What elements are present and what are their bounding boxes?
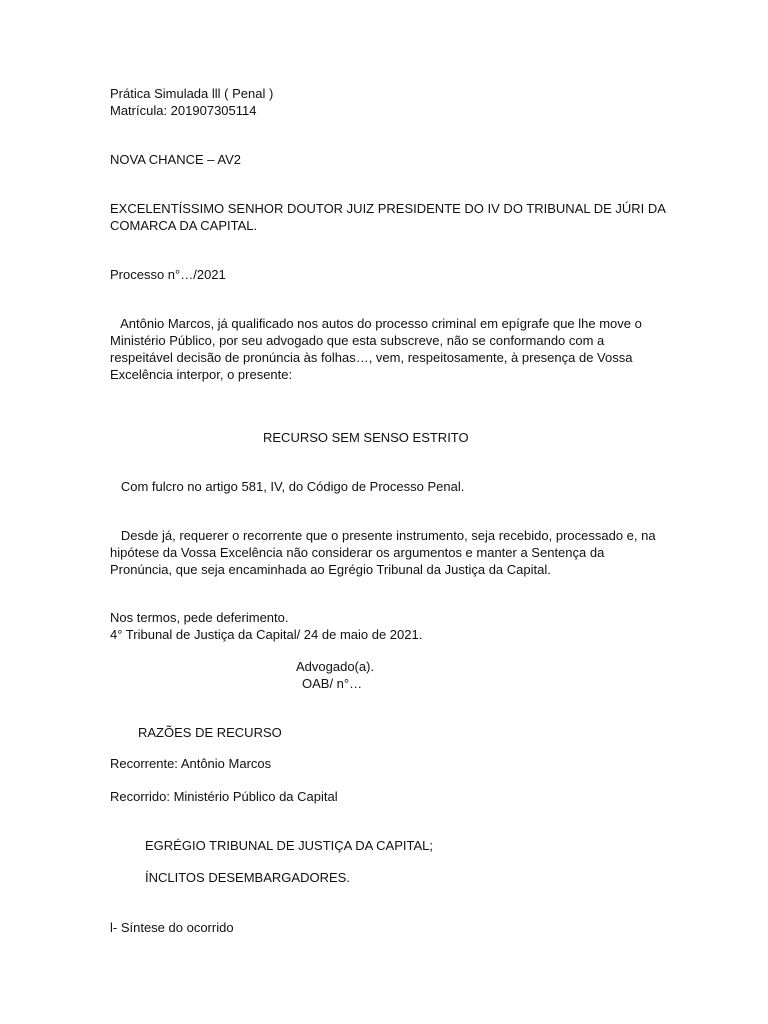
registration-line: Matrícula: 201907305114	[110, 103, 257, 118]
addressee-line-1: EXCELENTÍSSIMO SENHOR DOUTOR JUIZ PRESIDENTE DO IV DO TRIBUNAL DE JÚRI DA	[110, 201, 666, 216]
appellee-line: Recorrido: Ministério Público da Capital	[110, 789, 338, 804]
closing-line: Nos termos, pede deferimento.	[110, 610, 289, 625]
request-line-3: Pronúncia, que seja encaminhada ao Egrégio Tribunal da Justiça da Capital.	[110, 562, 551, 577]
place-date-line: 4° Tribunal de Justiça da Capital/ 24 de maio de 2021.	[110, 627, 423, 642]
addressee-line-2: COMARCA DA CAPITAL.	[110, 218, 258, 233]
appellant-line: Recorrente: Antônio Marcos	[110, 756, 272, 771]
intro-line-2: Ministério Público, por seu advogado que esta subscreve, não se conformando com a	[110, 333, 605, 348]
request-line-1: Desde já, requerer o recorrente que o presente instrumento, seja recebido, processado e, na	[110, 528, 656, 543]
legal-basis: Com fulcro no artigo 581, IV, do Código de Processo Penal.	[110, 479, 465, 494]
process-number: Processo n°…/2021	[110, 267, 226, 282]
appeal-title: RECURSO SEM SENSO ESTRITO	[263, 430, 469, 445]
intro-line-4: Excelência interpor, o presente:	[110, 367, 293, 382]
intro-line-3: respeitável decisão de pronúncia às folhas…, vem, respeitosamente, à presença de Vossa	[110, 350, 633, 365]
course-line: Prática Simulada lll ( Penal )	[110, 86, 274, 101]
subtitle-line: NOVA CHANCE – AV2	[110, 152, 242, 167]
signature-role: Advogado(a).	[296, 659, 375, 674]
reasons-title: RAZÕES DE RECURSO	[138, 725, 282, 740]
court-salutation: EGRÉGIO TRIBUNAL DE JUSTIÇA DA CAPITAL;	[145, 838, 433, 853]
intro-line-1: Antônio Marcos, já qualificado nos autos do processo criminal em epígrafe que lhe move o	[110, 316, 642, 331]
judges-salutation: ÍNCLITOS DESEMBARGADORES.	[145, 870, 350, 885]
section-heading-one: l- Síntese do ocorrido	[110, 920, 234, 935]
signature-oab: OAB/ n°…	[302, 676, 363, 691]
request-line-2: hipótese da Vossa Excelência não considerar os argumentos e manter a Sentença da	[110, 545, 605, 560]
